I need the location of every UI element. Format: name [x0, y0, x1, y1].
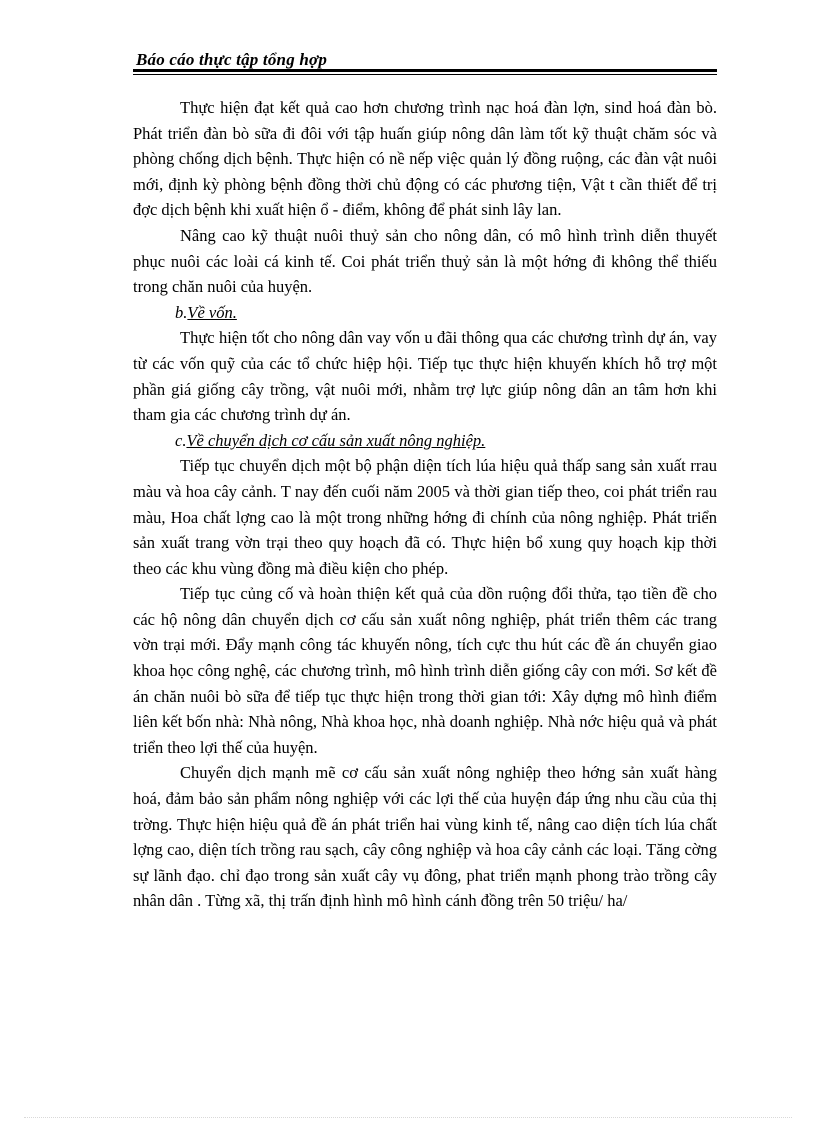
subheading-restructuring-prefix: c.: [175, 430, 187, 450]
paragraph-land-consolidation: Tiếp tục củng cố và hoàn thiện kết quả của dồn ruộng đổi thửa, tạo tiền đề cho các hộ nông dân chuyển dịch cơ cấu sản xuất nông nghiệp, phát triển thêm các trang vờn trại mới. Đẩy mạnh công tác khuyến nông, tích cực thu hút các đề án chuyển giao khoa học công nghệ, các chương trình, mô hình trình diễn giống cây con mới. Sơ kết đề án chăn nuôi bò sữa để tiếp tục thực hiện trong thời gian tới: Xây dựng mô hình điểm liên kết bốn nhà: Nhà nông, Nhà khoa học, nhà doanh nghiệp. Nhà nớc hiệu quả và phát triển theo lợi thế của huyện.: [133, 584, 717, 757]
header-rule-thick: [133, 69, 717, 72]
paragraph-commodity-production: Chuyển dịch mạnh mẽ cơ cấu sản xuất nông nghiệp theo hớng sản xuất hàng hoá, đảm bảo sản phẩm nông nghiệp với các lợi thế của huyện đáp ứng nhu cầu của thị trờng. Thực hiện hiệu quả đề án phát triển hai vùng kinh tế, nâng cao diện tích lúa chất lợng cao, diện tích trồng rau sạch, cây công nghiệp và hoa cây cảnh các loại. Tăng cờng sự lãnh đạo. chỉ đạo trong sản xuất cây vụ đông, phat triển mạnh phong trào trồng cây nhân dân . Từng xã, thị trấn định hình mô hình cánh đồng trên 50 triệu/ ha/: [133, 763, 717, 911]
subheading-capital-title: Về vốn.: [187, 302, 237, 322]
paragraph-aquaculture: Nâng cao kỹ thuật nuôi thuỷ sản cho nông dân, có mô hình trình diễn thuyết phục nuôi các loài cá kinh tế. Coi phát triển thuỷ sản là một hớng đi không thể thiếu trong chăn nuôi của huyện.: [133, 225, 717, 297]
paragraph-loans: Thực hiện tốt cho nông dân vay vốn u đãi thông qua các chương trình dự án, vay từ các vốn quỹ của các tổ chức hiệp hội. Tiếp tục thực hiện khuyến khích hỗ trợ một phần giá giống cây trồng, vật nuôi mới, nhằm trợ lực giúp nông dân an tâm hơn khi tham gia các chương trình dự án.: [133, 328, 717, 425]
page-header: [133, 46, 717, 76]
page-bottom-edge: [24, 1117, 792, 1118]
header-title: Báo cáo thực tập tổng hợp: [136, 50, 328, 69]
subheading-restructuring: [133, 428, 717, 454]
subheading-capital-prefix: b.: [175, 302, 188, 322]
subheading-restructuring-title: Về chuyển dịch cơ cấu sản xuất nông nghiệp.: [186, 430, 486, 450]
paragraph-crop-shift: Tiếp tục chuyển dịch một bộ phận diện tích lúa hiệu quả thấp sang sản xuất rrau màu và hoa cây cảnh. T nay đến cuối năm 2005 và thời gian tiếp theo, coi phát triển rau màu, Hoa chất lợng cao là một trong những hớng đi chính của nông nghiệp. Phát triển sản xuất trang vờn trại theo quy hoạch đã có. Thực hiện bổ xung quy hoạch kịp thời theo các khu vùng đồng mà điều kiện cho phép.: [133, 456, 717, 578]
document-body: [133, 95, 717, 914]
paragraph-livestock: Thực hiện đạt kết quả cao hơn chương trình nạc hoá đàn lợn, sind hoá đàn bò. Phát triển đàn bò sữa đi đôi với tập huấn giúp nông dân làm tốt kỹ thuật chăm sóc và phòng chống dịch bệnh. Thực hiện có nề nếp việc quản lý đồng ruộng, các đàn vật nuôi mới, định kỳ phòng bệnh đồng thời chủ động có các phương tiện, Vật t cần thiết để trị đợc dịch bệnh khi xuất hiện ổ - điểm, không để phát sinh lây lan.: [133, 98, 717, 220]
header-rule-thin: [133, 74, 717, 75]
subheading-capital: [133, 300, 717, 326]
